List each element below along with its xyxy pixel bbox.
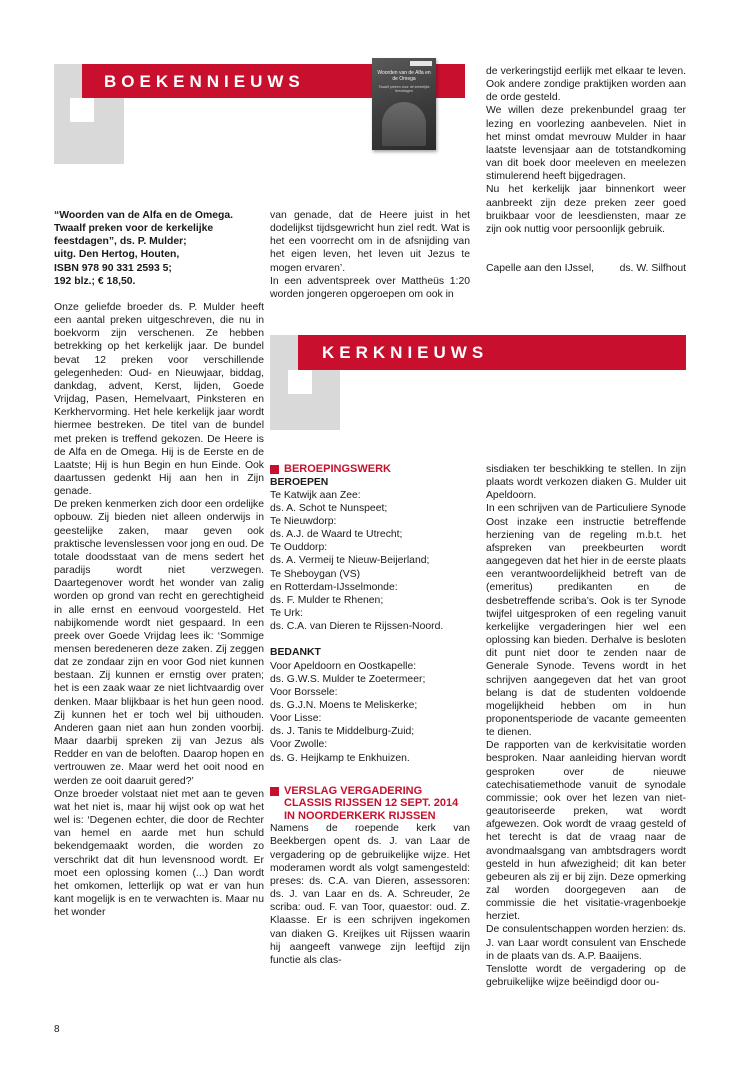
list-item: en Rotterdam-IJsselmonde:	[270, 581, 398, 593]
review-detail-line: “Woorden van de Alfa en de Omega.	[54, 210, 233, 221]
verslag-heading-line: IN NOORDERKERK RIJSSEN	[284, 809, 436, 822]
boekennieuws-banner-inner-square	[70, 98, 94, 122]
list-item: ds. A. Vermeij te Nieuw-Beijerland;	[270, 555, 430, 567]
kerknieuws-column-2	[270, 463, 470, 967]
list-item: Voor Borssele:	[270, 686, 338, 698]
beroepen-list	[270, 489, 470, 634]
signature-name: ds. W. Silfhout	[619, 263, 686, 275]
review-detail-line: Twaalf preken voor de kerkelijke	[54, 223, 214, 235]
review-column-1	[54, 209, 264, 919]
list-item: ds. G.W.S. Mulder te Zoetermeer;	[270, 673, 426, 685]
verslag-heading	[270, 785, 470, 823]
list-item: Voor Apeldoorn en Oostkapelle:	[270, 660, 417, 672]
list-item: Te Urk:	[270, 608, 303, 620]
kerknieuws-banner-title: KERKNIEUWS	[322, 343, 489, 362]
section-bullet-square	[270, 787, 279, 796]
review-paragraph: van genade, dat de Heere juist in het dodelijkst tijdsgewricht hun ziel redt. Wat is het een voorrecht om in de afsnijding van het eigen leven, het leven uit Jezus te mogen ervaren’.	[270, 210, 470, 274]
list-item: Voor Lisse:	[270, 713, 322, 725]
verslag-paragraph: sisdiaken ter beschikking te stellen. In zijn plaats wordt verkozen diaken G. Mulder uit Apeldoorn.	[486, 464, 686, 502]
review-detail-line: ISBN 978 90 331 2593 5;	[54, 262, 172, 274]
review-paragraph: De preken kenmerken zich door een ordelijke opbouw. Zij bieden niet alleen onderwijs in geestelijke zaken, maar geven ook praktische levenslessen voor jong en oud. De totale doodsstaat van de mens sedert het paradijs wordt niet verzwegen. Daartegenover wordt het wonder van zalig worden op grond van recht en gerechtigheid in alle ernst en eenvoud voorgesteld. Het nabijkomende wordt niet gespaard. In een preek over Goede Vrijdag lees ik: ‘Sommige mensen beredeneren deze zaken. Zij zeggen dat ze zondaar zijn en voor God niet kunnen bestaan. Zij kunnen er ernstig over praten; het is een zaak waar ze niet lichtvaardig over denken. Maar blijkbaar is het hun geen nood. Zij kunnen het er toch wel bij uithouden. Anderen gaan niet aan hun zonden voorbij. Maar daarbij spreken zij van Jezus als Redder en van de beloften. Daarop hopen en vertrouwen ze. Maar werd het ooit nood en werden ze ooit daaruit gered?’	[54, 499, 264, 787]
list-item: ds. G.J.N. Moens te Meliskerke;	[270, 700, 418, 711]
list-item: ds. C.A. van Dieren te Rijssen-Noord.	[270, 621, 444, 633]
book-series-tag	[410, 61, 432, 66]
list-item: Te Katwijk aan Zee:	[270, 489, 361, 501]
list-item: ds. A. Schot te Nunspeet;	[270, 502, 388, 514]
review-paragraph: We willen deze prekenbundel graag ter lezing en voorlezing aanbevelen. Niet in het minst omdat mevrouw Mulder in haar laatste levensjaar aan de totstandkoming van dit boek door meeleven en meelezen stimulerend heeft bijgedragen.	[486, 105, 686, 183]
list-item: Te Ouddorp:	[270, 542, 328, 554]
review-signature	[486, 262, 686, 275]
list-item: ds. A.J. de Waard te Utrecht;	[270, 529, 403, 541]
list-item: Te Nieuwdorp:	[270, 515, 337, 527]
list-item: Te Sheboygan (VS)	[270, 568, 361, 580]
beroepingswerk-heading	[270, 463, 470, 476]
verslag-paragraph: De rapporten van de kerkvisitatie worden besproken. Naar aanleiding hiervan wordt gesproken over de nieuwe catechisatiemethode vanuit de synodale commissie; ook over het lezen van niet-geautoriseerde preken, wat wordt afgewezen. Ook wordt de vraag gesteld of het terecht is dat de vraag naar de avondmaalsgang van ambtsdragers wordt gesteld in hun afwezigheid; dit kan beter gebeuren als zij er bij zijn. Deze opmerking zal worden doorgegeven aan de commissie die het visitatie-vragenboekje herziet.	[486, 740, 686, 923]
list-item: Voor Zwolle:	[270, 739, 328, 751]
verslag-paragraph: De consulentschappen worden herzien: ds. J. van Laar wordt consulent van Enschede in de plaats van ds. A.P. Baaijens.	[486, 924, 686, 962]
review-detail-line: 192 blz.; € 18,50.	[54, 275, 136, 287]
kerknieuws-banner-inner-square	[288, 370, 312, 394]
boekennieuws-banner-title: BOEKENNIEUWS	[104, 72, 305, 91]
section-bullet-square	[270, 465, 279, 474]
book-cover-subtitle: Twaalf preken voor de kerkelijke feestdagen	[378, 85, 430, 94]
review-detail-line: feestdagen”, ds. P. Mulder;	[54, 236, 187, 248]
verslag-paragraph: In een schrijven van de Particuliere Synode Oost inzake een instructie betreffende herziening van de regeling m.b.t. het afspreken van preekbeurten wordt aangegeven dat het hier in de eerste plaats een verantwoordelijkheid betreft van de (emeritus) predikanten en de desbetreffende scriba’s. Ook is ter Synode twijfel uitgesproken of een regeling vanuit kerkelijke vergaderingen hier wel een oplossing kan bieden. Derhalve is besloten dit punt niet door te zenden naar de Generale Synode. Tevens wordt in het schrijven aangegeven dat het van groot belang is dat de studenten voldoende mogelijkheid hebben om in hun proponentsperiode de vacante gemeenten te dienen.	[486, 503, 686, 739]
book-cover-artwork	[382, 102, 426, 146]
page-number: 8	[54, 1024, 60, 1035]
bedankt-list	[270, 660, 470, 765]
verslag-paragraph: Namens de roepende kerk van Beekbergen opent ds. J. van Laar de vergadering op de gebruikelijke wijze. Het moderamen wordt als volgt samengesteld: preses: ds. C.A. van Dieren, assessoren: ds. J. van Laar en ds. A. Schreuder, 2e scriba: oud. F. van Toor, quaestor: oud. Z. Klaasse. Er is een schrijven ingekomen van diaken G. Kreijkes uit Rijssen waarin hij aangeeft vanwege zijn leeftijd zijn functie als clas-	[270, 823, 470, 966]
bedankt-label: BEDANKT	[270, 647, 321, 659]
review-detail-line: uitg. Den Hertog, Houten,	[54, 249, 180, 261]
verslag-heading-line: VERSLAG VERGADERING	[284, 784, 423, 797]
review-paragraph: Nu het kerkelijk jaar binnenkort weer aanbreekt zijn deze preken zeer goed bruikbaar voor de leesdiensten, maar ze zijn ook nuttig voor persoonlijk gebruik.	[486, 184, 686, 235]
review-paragraph: Onze broeder volstaat niet met aan te geven wat het niet is, maar hij wijst ook op wat het wel is: ‘Degenen echter, die door de Rechter van hemel en aarde met hun schuld bekendgemaakt worden, die worden zo verschrikt dat dit hun levensnood wordt. Er moet een oplossing komen (...) Dan wordt het omkomen, letterlijk op wat er van hun kant mogelijk is en te verwachten is. Maar nu het wonder	[54, 788, 264, 919]
book-cover-title: Woorden van de Alfa en de Omega	[377, 70, 431, 82]
signature-place: Capelle aan den IJssel,	[486, 263, 595, 275]
verslag-paragraph: Tenslotte wordt de vergadering op de gebruikelijke wijze beëindigd door ou-	[486, 963, 686, 989]
kerknieuws-column-3	[486, 463, 686, 989]
beroepen-label: BEROEPEN	[270, 476, 329, 488]
review-paragraph: de verkeringstijd eerlijk met elkaar te leven. Ook andere zondige praktijken worden aan de orde gesteld.	[486, 66, 686, 104]
review-column-3	[486, 65, 686, 275]
kerknieuws-banner	[298, 335, 686, 370]
review-book-details	[54, 209, 264, 288]
review-paragraph: In een adventspreek over Mattheüs 1:20 worden jongeren opgeroepen om ook in	[270, 275, 470, 300]
list-item: ds. G. Heijkamp te Enkhuizen.	[270, 752, 410, 764]
list-item: ds. F. Mulder te Rhenen;	[270, 594, 384, 606]
book-cover-image	[372, 58, 436, 150]
review-paragraph: Onze geliefde broeder ds. P. Mulder heeft een aantal preken uitgeschreven, die nu in boekvorm zijn verschenen. Ze hebben betrekking op het kerkelijk jaar. De bundel bevat 12 preken voor verschillende gelegenheden: Oud- en Nieuwjaar, biddag, dankdag, advent, Kerst, lijden, Goede Vrijdag, Pasen, Hemelvaart, Pinksteren en Kerkhervorming. Het hele kerkelijk jaar wordt hiermee bestreken. De titel van de bundel met preken is treffend gekozen. De Heere is de Alfa en de Omega. Hij is de Eerste en de Laatste; Hij is hun Begin en hun Einde. Ook daartussen gedenkt Hij aan hen in Zijn genade.	[54, 301, 264, 498]
verslag-heading-line: CLASSIS RIJSSEN 12 SEPT. 2014	[284, 797, 459, 810]
list-item: ds. J. Tanis te Middelburg-Zuid;	[270, 726, 415, 738]
review-column-2	[270, 209, 470, 301]
beroepingswerk-heading-text: BEROEPINGSWERK	[284, 463, 391, 475]
